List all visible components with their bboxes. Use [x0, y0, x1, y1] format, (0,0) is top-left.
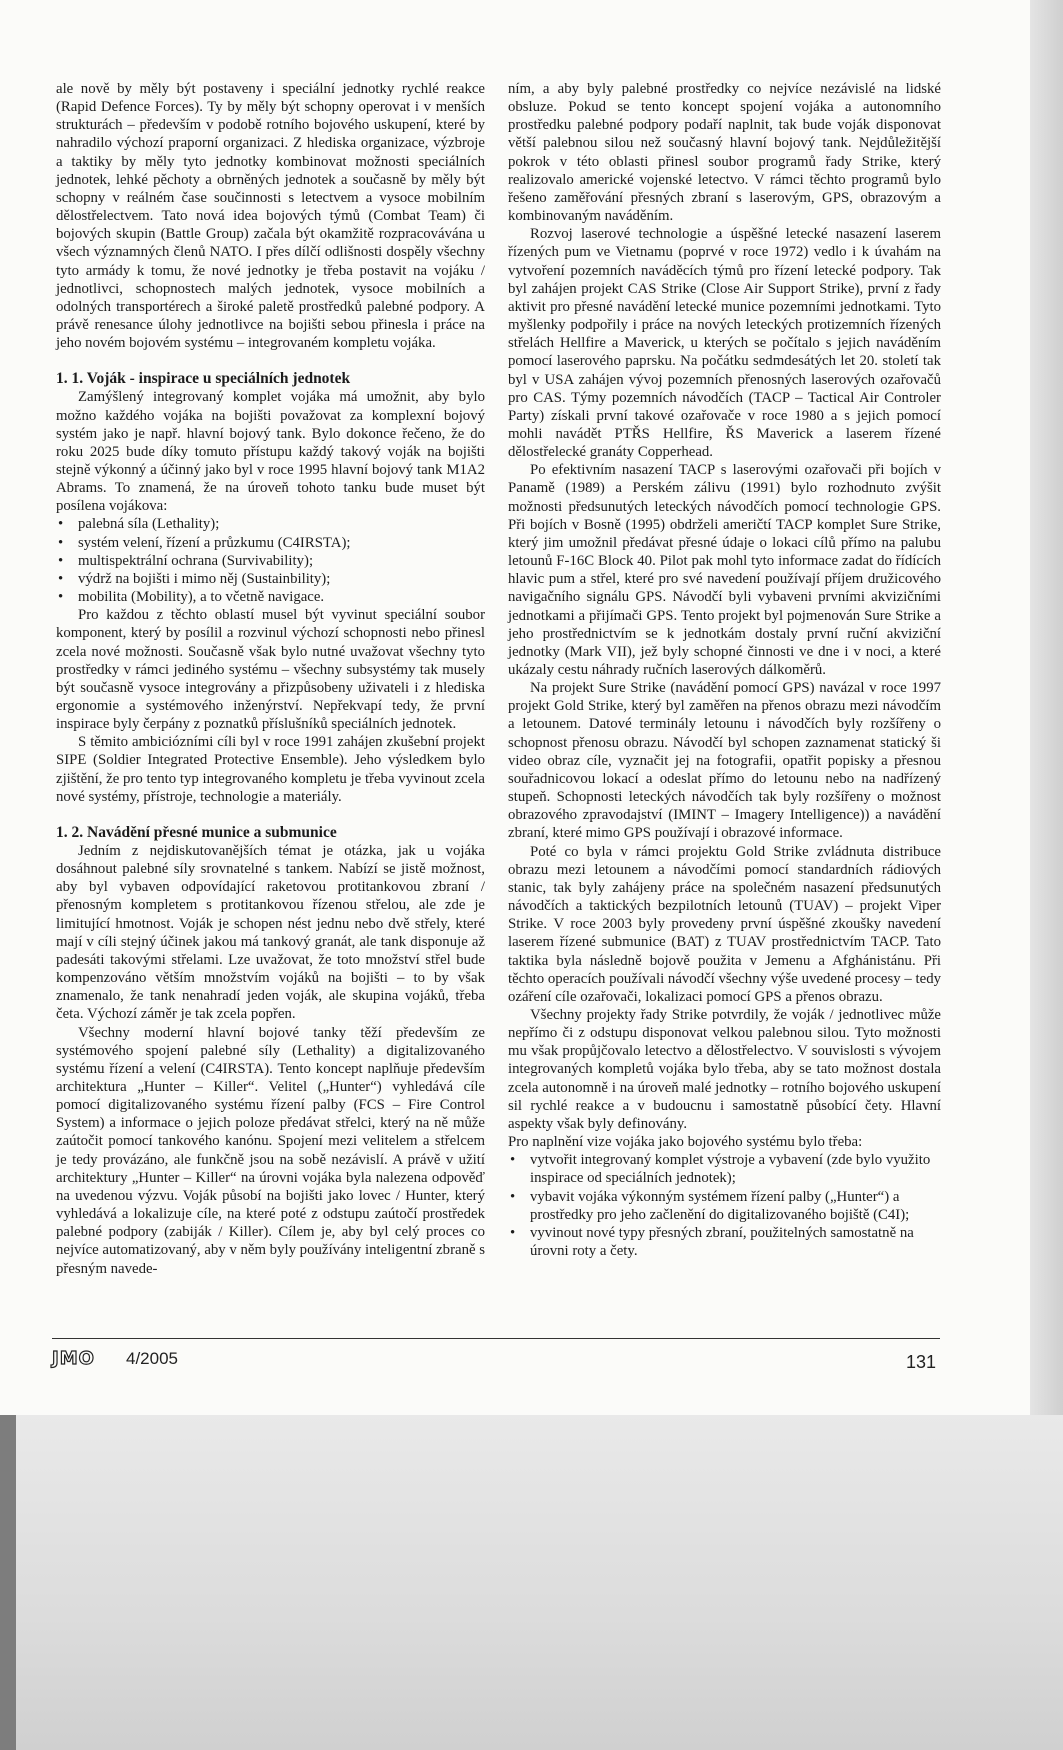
section-heading: 1. 1. Voják - inspirace u speciálních jednotek — [56, 370, 351, 388]
list-item: • multispektrální ochrana (Survivability); — [56, 552, 485, 570]
right-column — [508, 80, 941, 1260]
scanner-background — [0, 1415, 1063, 1750]
list-item: • palebná síla (Lethality); — [56, 515, 485, 533]
page-edge-shadow — [1030, 0, 1063, 1415]
footer-rule — [52, 1338, 940, 1339]
list-item: • systém velení, řízení a průzkumu (C4IRSTA); — [56, 534, 485, 552]
paragraph: ním, a aby byly palebné prostředky co nejvíce nezávislé na lidské obsluze. Pokud se tento koncept spojení vojáka a autonomního prostředku palebné podpory podaří naplnit, tak bude voják disponovat větší palebnou silou než současný hlavní bojový tank. Nejdůležitější pokrok v této oblasti přinesl soubor programů řady Strike, který realizovalo americké vojenské letectvo. V rámci těchto programů bylo řešeno zaměřování přesných zbraní s laserovým, GPS, obrazovým a kombinovaným naváděním. — [508, 81, 941, 225]
paragraph: Všechny moderní hlavní bojové tanky těží především ze systémového spojení palebné síly (Lethality) a digitalizovaného systému řízení a velení (C4IRSTA). Tento koncept naplňuje především architektura „Hunter – Killer“. Velitel („Hunter“) vyhledává cíle pomocí digitalizovaného systému řízení palby (FCS – Fire Control System) a informace o jejich poloze předávat střelci, který na ně může zaútočit pomocí tankového kanónu. Spojení mezi velitelem a střelcem je tedy provázáno, ale funkčně jsou na sobě nezávislí. A právě v užití architektury „Hunter – Killer“ na úrovni vojáka byla nalezena odpověď na uvedenou výzvu. Voják působí na bojišti jako lovec / Hunter, který vyhledává a lokalizuje cíle, na které poté z odstupu zaútočí prostředek palebné podpory (zabiják / Killer). Cílem je, aby byl celý proces co nejvíce automatizovaný, aby v něm byly používány inteligentní zbraně s přesným navede- — [56, 1024, 485, 1277]
page-number: 131 — [906, 1352, 937, 1372]
paragraph: Poté co byla v rámci projektu Gold Strike zvládnuta distribuce obrazu mezi letounem a návodčími pomocí standardních rádiových stanic, tak byly zahájeny práce na společném nasazení předsunutých návodčích a taktických bezpilotních letounů (TUAV) – projekt Viper Strike. V roce 2003 byly provedeny první úspěšné zkoušky navedení laserem řízené submunice (BAT) z TUAV prostřednictvím TACP. Tato taktika byla následně bojově použita v Jemenu a Afghánistánu. Při těchto operacích používali návodčí všechny výše uvedené procesy – tedy ozáření cíle ozařovači, lokalizaci pomocí GPS a přenos obrazu. — [508, 843, 941, 1005]
scanner-edge-strip — [0, 1415, 16, 1750]
list-item: • výdrž na bojišti i mimo něj (Sustainbility); — [56, 570, 485, 588]
left-column — [56, 80, 485, 1278]
list-item: • vytvořit integrovaný komplet výstroje a vybavení (zde bylo využito inspirace od speciálních jednotek); — [508, 1151, 941, 1187]
paragraph: Jedním z nejdiskutovanějších témat je otázka, jak u vojáka dosáhnout palebné síly srovnatelné s tankem. Nabízí se jistě možnost, aby byl vybaven odpovídající raketovou protitankovou zbraní / přenosným kompletem s protitankovou řízenou střelou, ale zde je limitující hmotnost. Voják je schopen nést jednu nebo dvě střely, které mají v cíli stejný účinek jakou má tankový granát, ale tank disponuje až padesáti takovými střelami. Lze uvažovat, že toto množství střel bude kompenzováno větším množstvím vojáků na bojišti – to by však znamenalo, že tank nenahradí jeden voják, ale skupina vojáků, třeba četa. Výchozí záměr je tak zcela popřen. — [56, 842, 485, 1023]
journal-logo: JMO — [52, 1348, 95, 1369]
paragraph: Na projekt Sure Strike (navádění pomocí GPS) navázal v roce 1997 projekt Gold Strike, který byl zaměřen na přenos obrazu mezi návodčím a letounem. Datové terminály letounu i návodčích byly rozšířeny o schopnost přenosu obrazu. Návodčí byl schopen zaznamenat statický ši video obraz cíle, vyznačit jej na fotografii, opatřit popisky a přesnou souřadnicovou lokací a odeslat přímo do letounu nebo na nadřízený stupeň. Schopnosti leteckých návodčích tak byly rozšířeny o možnost obrazového zpravodajství (IMINT – Imagery Intelligence)) a navádění zbraní, které mimo GPS používají i obrazové informace. — [508, 680, 941, 842]
list-item: • vybavit vojáka výkonným systémem řízení palby („Hunter“) a prostředky pro jeho začlenění do digitalizovaného bojiště (C4I); — [508, 1188, 941, 1224]
paragraph: Všechny projekty řady Strike potvrdily, že voják / jednotlivec může nepřímo či z odstupu disponovat velkou palebnou silou. Tyto možnosti mu však propůjčovalo letectvo a dělostřelectvo. V souvislosti s vývojem integrovaných kompletů vojáka bylo třeba, aby se tato možnost dostala zcela autonomně i na úroveň malé jednotky – rotního bojového uskupení sil rychlé reakce a v budoucnu i samostatně působící čety. Hlavní aspekty však byly definovány. — [508, 1006, 941, 1132]
bullet-list — [508, 1151, 941, 1260]
paragraph: Rozvoj laserové technologie a úspěšné letecké nasazení laserem řízených pum ve Vietnamu (poprvé v roce 1972) vedlo i k úvahám na vytvoření pozemních naváděcích týmů pro řízení letecké podpory. Tak byl zahájen projekt CAS Strike (Close Air Support Strike), první z řady aktivit pro přesné navádění letecké munice pozemními jednotkami. Tyto myšlenky podpořily i práce na nových leteckých protizemních řízených střelách Hellfire a Maverick, u kterých se počítalo s jejich naváděním pomocí laserového paprsku. Na počátku sedmdesátých let 20. století tak byl v USA zahájen vývoj pozemních přenosných laserových ozařovačů pro CAS. Týmy pozemních návodčích (TACP – Tactical Air Controler Party) získali první takové ozařovače v roce 1980 a s jejich pomocí mohli navádět PTŘS Hellfire, ŘS Maverick a laserem řízené dělostřelecké granáty Copperhead. — [508, 226, 941, 461]
paragraph: Zamýšlený integrovaný komplet vojáka má umožnit, aby bylo možno každého vojáka na bojišti považovat za komplexní bojový systém jako je např. hlavní bojový tank. Bylo dokonce řečeno, že do roku 2025 bude díky tomuto přístupu každý takový voják na bojišti stejně výkonný a účinný jako byl v roce 1995 hlavní bojový tank M1A2 Abrams. To znamená, že na úroveň tohoto tanku bude muset být posílena vojákova: — [56, 389, 485, 515]
paragraph: S těmito ambiciózními cíli byl v roce 1991 zahájen zkušební projekt SIPE (Soldier Integrated Protective Ensemble). Jeho výsledkem bylo zjištění, že pro tento typ integrovaného kompletu je třeba vyvinout zcela nové systémy, přístroje, technologie a materiály. — [56, 734, 485, 805]
paragraph: ale nově by měly být postaveny i speciální jednotky rychlé reakce (Rapid Defence Forces). Ty by měly být schopny operovat i v menších strukturách – především v podobě rotního bojového uskupení, které by nahradilo výchozí praporní organizaci. Z hlediska organizace, výzbroje a taktiky by měly tyto jednotky kombinovat možnosti speciálních jednotek, lehké pěchoty a obrněných jednotek a současně by měly být schopny v reálném čase součinnosti s letectvem a vysoce mobilním dělostřelectvem. Tato nová idea bojových týmů (Combat Team) či bojových skupin (Battle Group) začala být okamžitě rozpracovávána u všech významných členů NATO. I přes dílčí odlišnosti dospěly všechny tyto armády k tomu, že nové jednotky je třeba postavit na vojáku / jednotlivci, schopnostech malých jednotek, vysoce mobilních a odolných transportérech a široké paletě prostředků palebné podpory. A právě renesance úlohy jednotlivce na bojišti sebou přinesla i práce na jeho novém bojovém systému – integrovaném kompletu vojáka. — [56, 81, 485, 352]
paragraph: Po efektivním nasazení TACP s laserovými ozařovači při bojích v Panamě (1989) a Perském zálivu (1991) bylo rozhodnuto zvýšit možnosti předsunutých leteckých návodčích pomocí technologie GPS. Při bojích v Bosně (1995) obdrželi američtí TACP komplet Sure Strike, který jim umožnil předávat přesné údaje o lokaci cílů přímo na palubu letounů F-16C Block 40. Pilot pak mohl tyto informace zadat do řídících hlavic pum a střel, které pro své navedení používají příjem družicového navigačního signálu GPS. Návodčí byli vybaveni prvními akvizičními jednotkami a přijímači GPS. Tento projekt byl pojmenován Sure Strike a jeho prostřednictvím se k jednotkám dostaly první ruční akviziční jednotky (Mark VII), jež byly schopné činnosti ve dne i v noci, a které ukázaly cestu náhrady ručních laserových dálkoměrů. — [508, 462, 941, 678]
bullet-list — [56, 515, 485, 606]
paragraph: Pro každou z těchto oblastí musel být vyvinut speciální soubor komponent, který by posílil a rozvinul výchozí schopnosti nebo přinesl zcela nové možnosti. Současně však bylo nutné uvažovat všechny tyto prostředky v rámci jediného systému – všechny subsystémy tak musely být současně vysoce integrovány a přizpůsobeny uživateli i z hlediska ergonomie a systémového inženýrství. Nepřekvapí tedy, že první inspirace byly čerpány z poznatků příslušníků speciálních jednotek. — [56, 607, 485, 733]
list-item: • vyvinout nové typy přesných zbraní, použitelných samostatně na úrovni roty a čety. — [508, 1224, 941, 1260]
issue-number: 4/2005 — [126, 1349, 178, 1368]
list-item: • mobilita (Mobility), a to včetně navigace. — [56, 588, 485, 606]
paragraph: Pro naplnění vize vojáka jako bojového systému bylo třeba: — [508, 1134, 863, 1151]
section-heading: 1. 2. Navádění přesné munice a submunice — [56, 823, 337, 841]
